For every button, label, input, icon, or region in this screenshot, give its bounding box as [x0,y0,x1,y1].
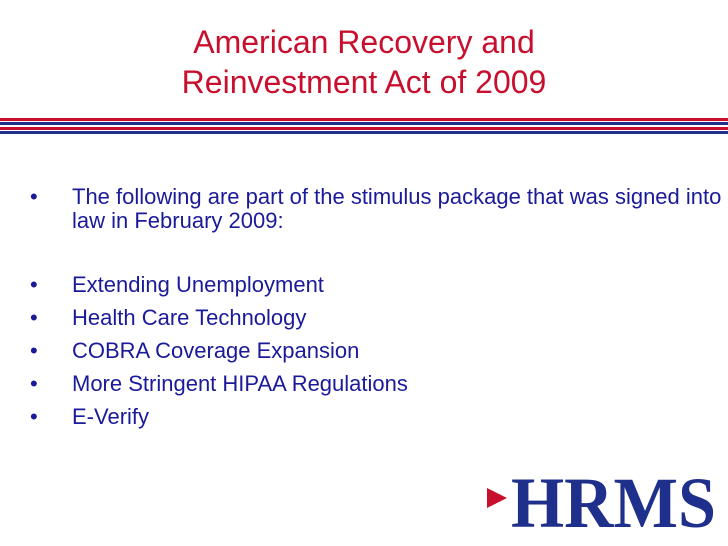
stripe-red-2 [0,127,728,130]
slide-title-line-2: Reinvestment Act of 2009 [181,64,547,100]
bullet-item [0,273,728,297]
hrms-logo [487,463,719,537]
stripe-blue-2 [0,131,728,134]
bullet-dot: • [30,338,38,363]
bullet-item-text: More Stringent HIPAA Regulations [72,371,408,396]
stripe-red-1 [0,118,728,121]
bullet-item-text: Extending Unemployment [72,272,324,297]
bullet-item [0,339,728,363]
bullet-list [0,185,728,438]
logo-arrow-icon [487,488,507,508]
bullet-item [0,306,728,330]
bullet-dot: • [30,305,38,330]
bullet-dot: • [30,371,38,396]
bullet-item [0,405,728,429]
bullet-dot: • [30,404,38,429]
slide-title [0,22,728,102]
bullet-item-text: Health Care Technology [72,305,307,330]
bullet-dot: • [30,272,38,297]
title-divider-stripes [0,118,728,136]
bullet-intro-text: The following are part of the stimulus package that was signed into law in February 2009: [72,184,722,233]
bullet-item-text: E-Verify [72,404,150,429]
stripe-blue-1 [0,122,728,125]
slide-title-line-1: American Recovery and [193,24,535,60]
bullet-item [0,372,728,396]
bullet-item-text: COBRA Coverage Expansion [72,338,360,363]
bullet-intro [0,185,728,233]
bullet-dot: • [30,184,38,209]
logo-wordmark: HRMS [511,463,716,537]
